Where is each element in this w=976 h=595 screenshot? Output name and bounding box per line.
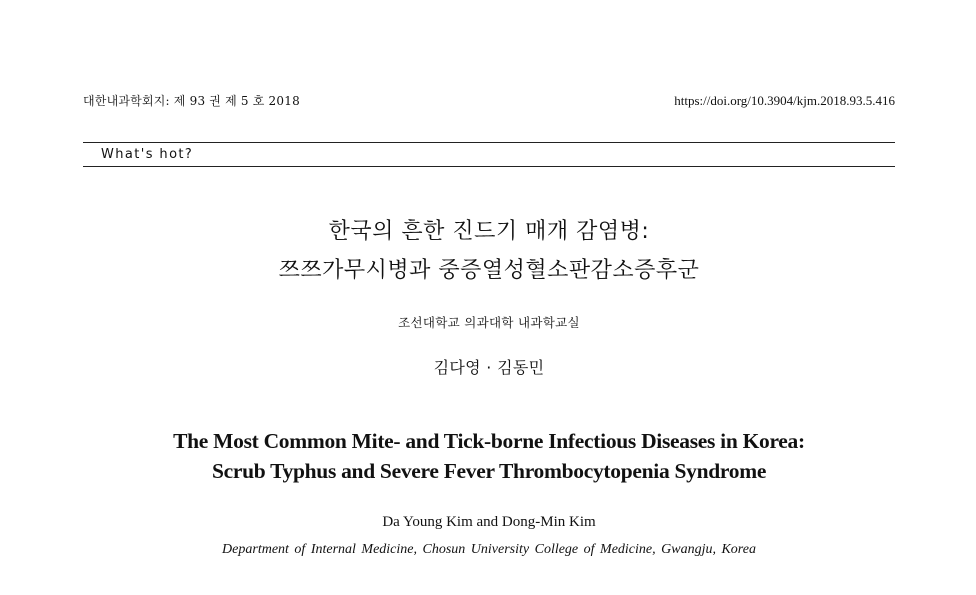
journal-citation: 대한내과학회지: 제 93 권 제 5 호 2018 <box>83 94 300 108</box>
korean-title-line-1: 한국의 흔한 진드기 매개 감염병: <box>328 219 650 244</box>
section-label: What's hot? <box>101 147 194 162</box>
korean-title-line-2: 쯔쯔가무시병과 중증열성혈소판감소증후군 <box>278 258 700 283</box>
doi-link[interactable]: https://doi.org/10.3904/kjm.2018.93.5.416 <box>674 93 895 108</box>
english-authors: Da Young Kim and Dong-Min Kim <box>382 514 596 530</box>
english-affiliation: Department of Internal Medicine, Chosun University College of Medicine, Gwangju, Korea <box>222 542 756 557</box>
korean-authors: 김다영 · 김동민 <box>433 358 545 377</box>
section-rule-top <box>83 142 895 143</box>
section-rule-bottom <box>83 166 895 167</box>
english-title-line-1: The Most Common Mite- and Tick-borne Infectious Diseases in Korea: <box>173 429 805 453</box>
korean-affiliation: 조선대학교 의과대학 내과학교실 <box>398 315 580 330</box>
english-title-line-2: Scrub Typhus and Severe Fever Thrombocytopenia Syndrome <box>211 459 767 483</box>
